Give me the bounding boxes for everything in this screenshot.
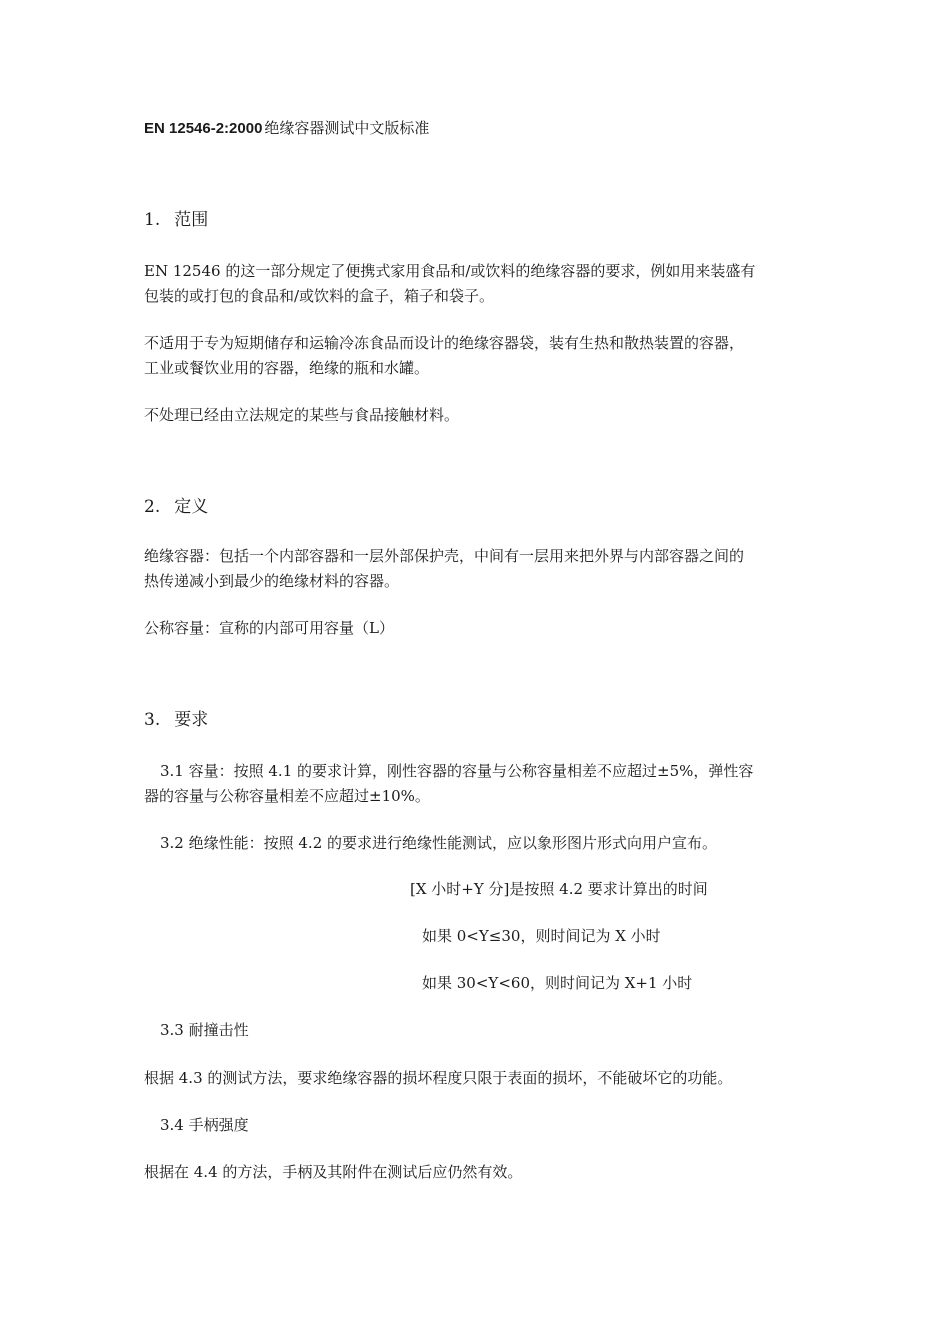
section-2-heading [144, 496, 208, 518]
section-1-heading [144, 209, 208, 231]
section-title: 范围 [174, 210, 209, 230]
paragraph-line: 绝缘容器：包括一个内部容器和一层外部保护壳，中间有一层用来把外界与内部容器之间的 [144, 547, 745, 565]
section-number: 1. [144, 210, 161, 230]
requirement-3-2-note: [X 小时+Y 分]是按照 4.2 要求计算出的时间 [410, 880, 708, 898]
requirement-3-1-line: 器的容量与公称容量相差不应超过±10%。 [144, 787, 430, 805]
requirement-3-3-heading: 3.3 耐撞击性 [160, 1021, 249, 1039]
requirement-3-4-heading: 3.4 手柄强度 [160, 1116, 249, 1134]
paragraph-line: 公称容量：宣称的内部可用容量（L） [144, 619, 394, 637]
section-title: 要求 [174, 710, 209, 730]
paragraph-line: 不处理已经由立法规定的某些与食品接触材料。 [144, 406, 460, 424]
paragraph-line: 不适用于专为短期储存和运输冷冻食品而设计的绝缘容器袋，装有生热和散热装置的容器， [144, 334, 745, 352]
requirement-3-2: 3.2 绝缘性能：按照 4.2 的要求进行绝缘性能测试，应以象形图片形式向用户宣布。 [160, 834, 718, 852]
standard-code: EN 12546-2:2000 [144, 120, 263, 137]
paragraph-line: EN 12546 的这一部分规定了便携式家用食品和/或饮料的绝缘容器的要求，例如用来装盛有 [144, 262, 756, 280]
section-number: 2. [144, 497, 161, 517]
paragraph-line: 热传递减小到最少的绝缘材料的容器。 [144, 572, 400, 590]
requirement-3-2-note: 如果 0<Y≤30，则时间记为 X 小时 [422, 927, 661, 945]
section-number: 3. [144, 710, 161, 730]
requirement-3-4-text: 根据在 4.4 的方法，手柄及其附件在测试后应仍然有效。 [144, 1163, 523, 1181]
requirement-3-1-line: 3.1 容量：按照 4.1 的要求计算，刚性容器的容量与公称容量相差不应超过±5%，弹性容 [160, 762, 754, 780]
requirement-3-3-text: 根据 4.3 的测试方法，要求绝缘容器的损坏程度只限于表面的损坏，不能破坏它的功能。 [144, 1069, 733, 1087]
paragraph-line: 工业或餐饮业用的容器，绝缘的瓶和水罐。 [144, 359, 430, 377]
section-3-heading [144, 709, 208, 731]
paragraph-line: 包装的或打包的食品和/或饮料的盒子，箱子和袋子。 [144, 287, 495, 305]
document-title [144, 118, 429, 139]
section-title: 定义 [174, 497, 209, 517]
title-text: 绝缘容器测试中文版标准 [264, 119, 430, 137]
requirement-3-2-note: 如果 30<Y<60，则时间记为 X+1 小时 [422, 974, 693, 992]
